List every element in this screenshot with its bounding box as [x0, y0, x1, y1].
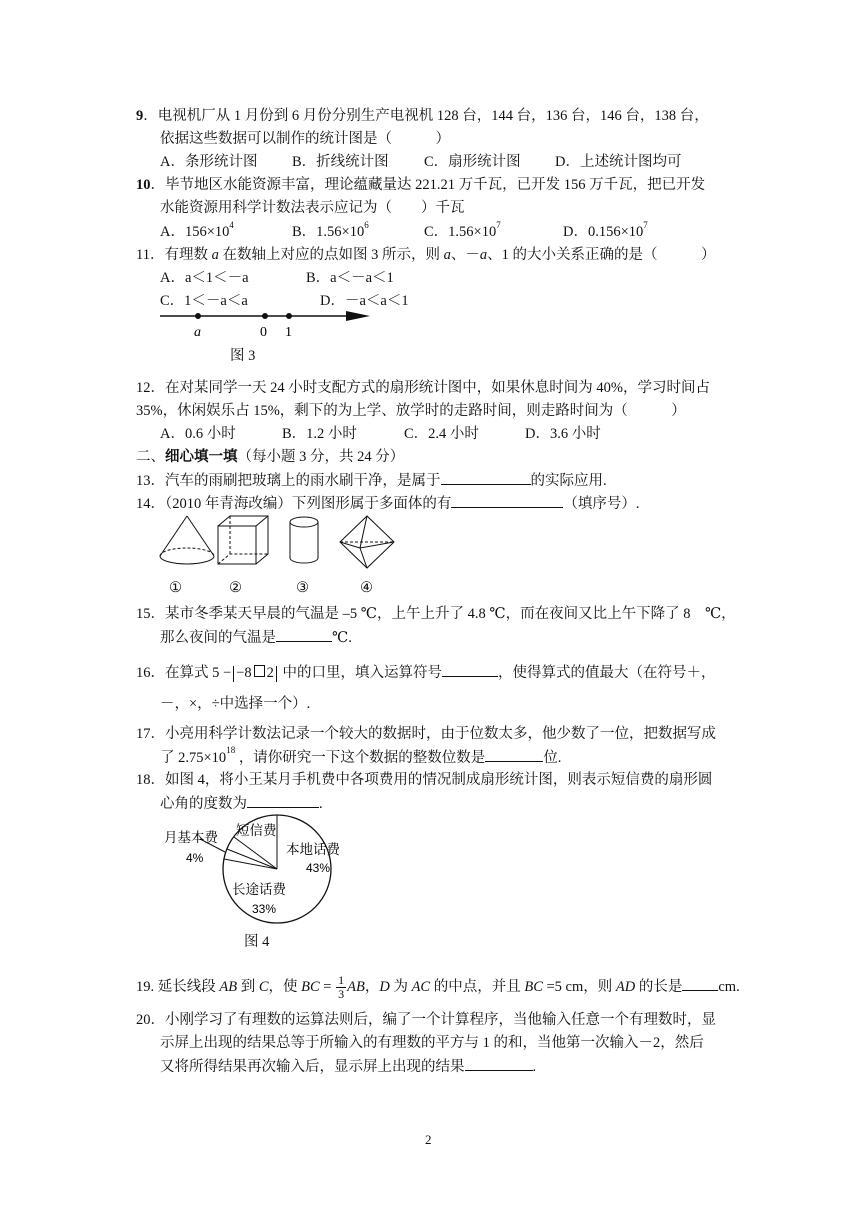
q10-option-b: B．$1.56\times 10^6$ [292, 220, 369, 240]
phone-bill-pie-chart [160, 812, 360, 930]
q9-option-b: B．折线统计图 [292, 154, 389, 170]
point-one [286, 313, 292, 319]
q9-option-d: D．上述统计图均可 [555, 154, 682, 170]
q11-option-c: C．1＜－a＜a [160, 293, 248, 309]
q20-line2: 示屏上出现的结果总等于所输入的有理数的平方与 1 的和，当他第一次输入－2，然后 [160, 1035, 704, 1051]
q13-answer-blank[interactable] [441, 470, 531, 485]
pie-slice-sms-edge [234, 837, 277, 869]
q10-option-a: A．$156\times 10^4$ [160, 220, 234, 240]
q9-line1: 9．电视机厂从 1 月份到 6 月份分别生产电视机 128 台，144 台，136 台，146 台，138 台， [136, 108, 709, 124]
q14-line: 14．（2010 年青海改编）下列图形属于多面体的有 （填序号）. [136, 493, 640, 514]
q10-option-d: D．$0.156\times 10^7$ [563, 220, 648, 240]
cylinder-shape [290, 517, 318, 563]
pie-label-long-pct: 33% [252, 902, 277, 916]
q16-line2: －，×，÷中选择一个）. [160, 696, 311, 712]
cone-shape [160, 516, 214, 564]
figure-3-caption: 图 3 [230, 348, 256, 364]
q11-option-b: B．a＜－a＜1 [306, 270, 394, 286]
q20-line3: 又将所得结果再次输入后，显示屏上出现的结果 . [160, 1056, 536, 1077]
q13-line: 13．汽车的雨刷把玻璃上的雨水刷干净，是属于 的实际应用. [136, 470, 607, 491]
q17-line1: 17．小亮用科学计数法记录一个较大的数据时，由于位数太多，他少数了一位，把数据写成 [136, 726, 716, 742]
cube-shape [218, 516, 268, 564]
pie-label-long: 长途话费 [232, 882, 286, 897]
q10-line2: 水能资源用科学计数法表示应记为（ ）千瓦 [160, 200, 465, 216]
axis-label-one: 1 [285, 325, 292, 340]
q20-answer-blank[interactable] [465, 1056, 533, 1071]
q16-answer-blank[interactable] [442, 662, 498, 677]
solid-label-3: ③ [296, 580, 309, 596]
pie-label-sms: 短信费 [236, 823, 277, 838]
number-line-figure [160, 306, 370, 342]
solid-label-2: ② [229, 580, 242, 596]
q12-line1: 12．在对某同学一天 24 小时支配方式的扇形统计图中，如果休息时间为 40%，学习时间占 [136, 380, 710, 396]
axis-label-zero: 0 [260, 325, 267, 340]
fraction-one-third: $\frac{1}{3}$ [338, 973, 345, 1002]
point-a [195, 313, 201, 319]
q12-option-a: A．0.6 小时 [160, 426, 236, 442]
solid-label-4: ④ [360, 580, 373, 596]
q15-line1: 15．某市冬季某天早晨的气温是 –5 ℃，上午上升了 4.8 ℃，而在夜间又比上午下降了 8 ℃， [136, 606, 736, 622]
solids-figure [150, 512, 420, 574]
q9-option-c: C．扇形统计图 [424, 154, 521, 170]
solid-label-1: ① [169, 580, 182, 596]
q10-line1: 10．毕节地区水能资源丰富，理论蕴藏量达 221.21 万千瓦，已开发 156 万千瓦，把已开发 [136, 177, 706, 193]
section-2-heading: 二、细心填一填（每小题 3 分，共 24 分） [136, 449, 405, 465]
q9-option-a: A．条形统计图 [160, 154, 258, 170]
pie-label-basic-pct: 4% [186, 851, 204, 865]
pie-label-local-pct: 43% [306, 861, 331, 875]
q12-option-c: C．2.4 小时 [404, 426, 479, 442]
q10-option-c: C．$1.56\times 10^7$ [424, 220, 501, 240]
q9-line2: 依据这些数据可以制作的统计图是（ ） [160, 131, 450, 147]
q12-line2: 35%，休闲娱乐占 15%，剩下的为上学、放学时的走路时间，则走路时间为（ ） [136, 403, 686, 419]
q17-line2: 了 $2.75\times 10^{18}$ ，请你研究一下这个数据的整数位数是 位. [160, 745, 562, 766]
pie-slice-long-edge [224, 859, 277, 869]
page-number: 2 [425, 1132, 432, 1147]
q11-option-d: D．－a＜a＜1 [320, 293, 409, 309]
q18-answer-blank[interactable] [247, 793, 319, 808]
q14-answer-blank[interactable] [451, 493, 563, 508]
octahedron-shape [340, 516, 394, 568]
q16-line1: 16．在算式 5 − −8 2 中的口里，填入运算符号 ，使得算式的值最大（在符号＋， [136, 662, 716, 683]
number-line-arrow [346, 311, 370, 321]
q17-answer-blank[interactable] [485, 747, 543, 762]
figure-4-caption: 图 4 [244, 934, 270, 950]
q11-option-a: A．a＜1＜－a [160, 270, 249, 286]
q12-option-d: D．3.6 小时 [525, 426, 601, 442]
operator-box[interactable] [254, 665, 265, 677]
q12-option-b: B．1.2 小时 [282, 426, 357, 442]
q15-answer-blank[interactable] [276, 627, 332, 642]
q18-line2: 心角的度数为 . [160, 793, 323, 814]
axis-label-a: a [194, 325, 201, 340]
q18-line1: 18．如图 4，将小王某月手机费中各项费用的情况制成扇形统计图，则表示短信费的扇形圆 [136, 772, 713, 788]
q20-line1: 20．小刚学习了有理数的运算法则后，编了一个计算程序，当他输入任意一个有理数时，显 [136, 1012, 716, 1028]
q11-line1: 11．有理数 a 在数轴上对应的点如图 3 所示，则 a、－a、1 的大小关系正确的是（ ） [136, 247, 716, 263]
q15-line2: 那么夜间的气温是 ℃. [160, 627, 352, 648]
point-zero [262, 313, 268, 319]
pie-label-local: 本地话费 [286, 842, 340, 857]
q19-answer-blank[interactable] [682, 976, 718, 991]
pie-slice-basic-edge [227, 849, 277, 869]
q19-line: 19. 延长线段 AB 到 C，使 BC = $\frac{1}{3}$ AB，D 为 AC 的中点，并且 BC =5 cm，则 AD 的长是 cm. [136, 973, 740, 1002]
pie-label-basic: 月基本费 [164, 830, 218, 845]
